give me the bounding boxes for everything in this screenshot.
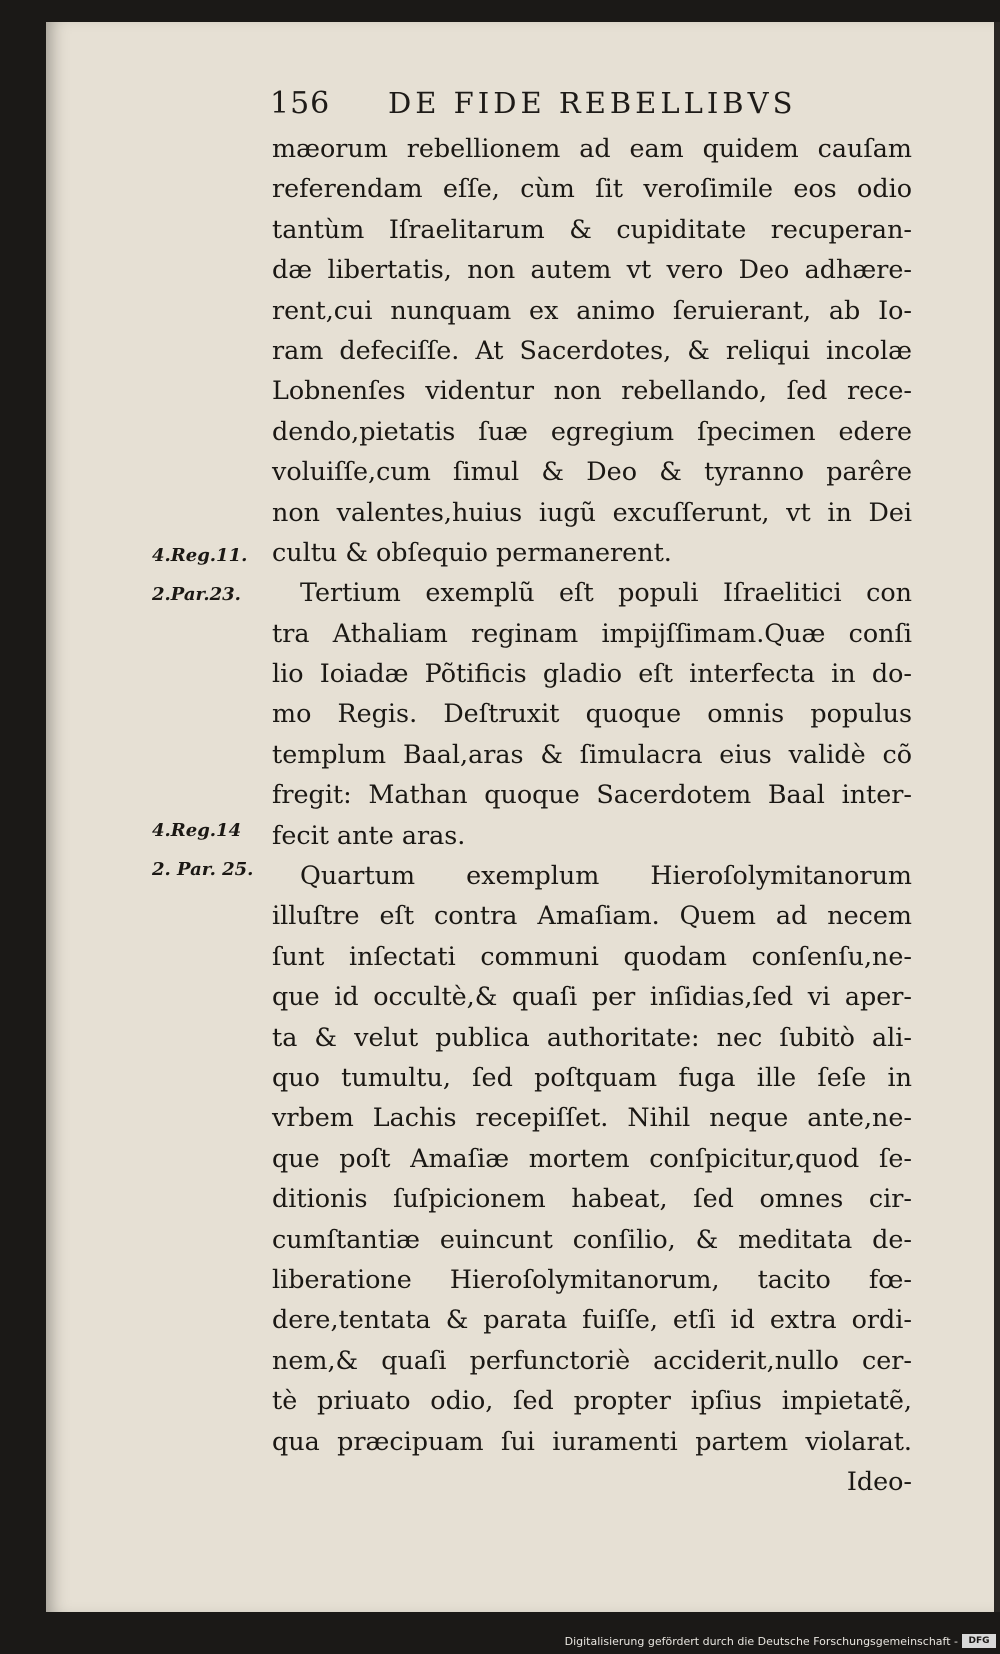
text-line: ſunt inſectati communi quodam conſenſu,ne- xyxy=(272,940,912,971)
body-text xyxy=(272,128,912,1501)
marginal-note: 4.Reg.11. xyxy=(152,545,248,566)
text-line: rent,cui nunquam ex animo ſeruierant, ab Io- xyxy=(272,294,912,325)
text-line: ta & velut publica authoritate: nec ſubitò ali- xyxy=(272,1021,912,1052)
page-edge-shadow xyxy=(994,22,1000,1612)
text-line: non valentes,huius iugũ excuſſerunt, vt in Dei xyxy=(272,496,912,527)
text-line: tè priuato odio, ſed propter ipſius impietatẽ, xyxy=(272,1385,912,1416)
text-line: Tertium exemplũ eſt populi Iſraelitici con xyxy=(300,577,912,608)
marginal-note: 4.Reg.14 xyxy=(152,820,242,841)
text-line: liberatione Hieroſolymitanorum, tacito fœ- xyxy=(272,1263,912,1294)
text-line: mo Regis. Deſtruxit quoque omnis populus xyxy=(272,698,912,729)
text-line: qua præcipuam ſui iuramenti partem violarat. xyxy=(272,1425,912,1456)
text-line: voluiſſe,cum ſimul & Deo & tyranno parêre xyxy=(272,456,912,487)
text-line: quo tumultu, ſed poſtquam fuga ille ſeſe in xyxy=(272,1061,912,1092)
text-line: ram defeciſſe. At Sacerdotes, & reliqui incolæ xyxy=(272,334,912,365)
text-line: dæ libertatis, non autem vt vero Deo adhære- xyxy=(272,254,912,285)
text-line: vrbem Lachis recepiſſet. Nihil neque ante,ne- xyxy=(272,1102,912,1133)
digitization-credit: Digitalisierung gefördert durch die Deutsche Forschungsgemeinschaft - xyxy=(564,1635,958,1648)
text-line: mæorum rebellionem ad eam quidem cauſam xyxy=(272,133,912,163)
text-line: cultu & obſequio permanerent. xyxy=(272,536,672,567)
catchword: Ideo- xyxy=(846,1465,912,1496)
text-line: templum Baal,aras & ſimulacra eius validè cõ xyxy=(272,738,912,769)
dfg-logo-icon: DFG xyxy=(962,1634,996,1648)
footer-bar xyxy=(0,1632,1000,1654)
page-number: 156 xyxy=(270,86,331,121)
text-line: dendo,pietatis ſuæ egregium ſpecimen edere xyxy=(272,415,912,446)
text-line: dere,tentata & parata fuiſſe, etſi id extra ordi- xyxy=(272,1304,912,1335)
text-line: fregit: Mathan quoque Sacerdotem Baal inter- xyxy=(272,779,912,810)
text-line: lio Ioiadæ Põtificis gladio eſt interfecta in do- xyxy=(272,658,912,689)
text-line: Lobnenſes videntur non rebellando, ſed rece- xyxy=(272,375,912,406)
text-line: Quartum exemplum Hieroſolymitanorum xyxy=(300,860,912,891)
text-line: cumſtantiæ euincunt conſilio, & meditata de- xyxy=(272,1223,912,1254)
page-header xyxy=(270,86,910,126)
text-line: nem,& quaſi perfunctoriè acciderit,nullo cer- xyxy=(272,1344,912,1375)
text-line: illuſtre eſt contra Amaſiam. Quem ad necem xyxy=(272,900,912,931)
marginal-note: 2. Par. 25. xyxy=(152,859,254,880)
text-line: que poſt Amaſiæ mortem conſpicitur,quod ſe- xyxy=(272,1142,912,1173)
text-line: fecit ante aras. xyxy=(272,819,466,850)
text-line: tra Athaliam reginam impijſſimam.Quæ conſi xyxy=(272,617,912,648)
running-head: DE FIDE REBELLIBVS xyxy=(388,86,797,120)
text-line: tantùm Iſraelitarum & cupiditate recuperan- xyxy=(272,213,912,244)
text-line: referendam eſſe, cùm ſit veroſimile eos odio xyxy=(272,173,912,204)
marginal-note: 2.Par.23. xyxy=(152,584,241,605)
text-line: ditionis ſuſpicionem habeat, ſed omnes cir- xyxy=(272,1183,912,1214)
text-line: que id occultè,& quaſi per inſidias,ſed vi aper- xyxy=(272,981,912,1012)
